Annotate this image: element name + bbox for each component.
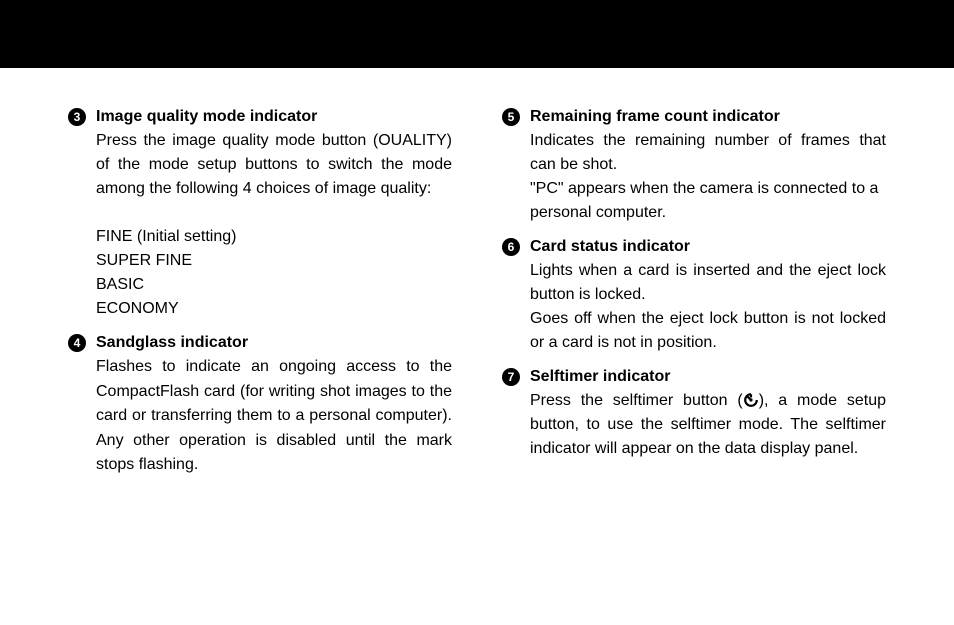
section-heading [68, 105, 452, 129]
section-paragraph: Indicates the remaining number of frames that can be shot. [530, 132, 886, 173]
number-marker: 7 [502, 368, 520, 386]
right-column [502, 105, 886, 471]
section-heading [502, 105, 886, 129]
number-marker: 4 [68, 334, 86, 352]
section-heading [68, 331, 452, 355]
section-paragraph: Flashes to indicate an ongoing access to the CompactFlash card (for writing shot images to the card or transferring them to a personal computer). Any other operation is disabled until the mark stops flashing. [96, 358, 452, 473]
section-paragraph: Press the image quality mode button (OUALITY) of the mode setup buttons to switch the mode among the following 4 choices of image quality: [96, 132, 452, 197]
selftimer-icon [743, 392, 759, 408]
section-body [530, 389, 886, 461]
section-sandglass [68, 331, 452, 478]
section-title: Image quality mode indicator [96, 108, 318, 125]
section-heading [502, 235, 886, 259]
section-selftimer [502, 365, 886, 461]
quality-choice: SUPER FINE [96, 252, 193, 269]
section-body [530, 259, 886, 355]
section-paragraph: "PC" appears when the camera is connected to a personal computer. [530, 180, 879, 221]
spacer [96, 201, 452, 225]
section-image-quality [68, 105, 452, 321]
section-title: Remaining frame count indicator [530, 108, 780, 125]
section-body [96, 355, 452, 478]
section-body [530, 129, 886, 225]
section-body [96, 129, 452, 321]
section-paragraph: Goes off when the eject lock button is not locked or a card is not in position. [530, 310, 886, 351]
section-paragraph [530, 389, 886, 461]
number-marker: 6 [502, 238, 520, 256]
section-title: Selftimer indicator [530, 368, 671, 385]
quality-choice: BASIC [96, 276, 145, 293]
number-marker: 3 [68, 108, 86, 126]
section-paragraph: Lights when a card is inserted and the eject lock button is locked. [530, 262, 886, 303]
section-title: Sandglass indicator [96, 334, 249, 351]
section-remaining-frames [502, 105, 886, 225]
left-column [68, 105, 452, 488]
paragraph-text-before-icon: Press the selftimer button ( [530, 392, 743, 409]
number-marker: 5 [502, 108, 520, 126]
paragraph-text-after-icon: ), a mode setup button, to use the selftimer mode. The selftimer indicator will appear on the data display panel. [530, 392, 887, 457]
section-title: Card status indicator [530, 238, 691, 255]
quality-choice: ECONOMY [96, 300, 179, 317]
section-card-status [502, 235, 886, 355]
quality-choice: FINE (Initial setting) [96, 228, 237, 245]
section-heading [502, 365, 886, 389]
header-bar [0, 0, 954, 68]
